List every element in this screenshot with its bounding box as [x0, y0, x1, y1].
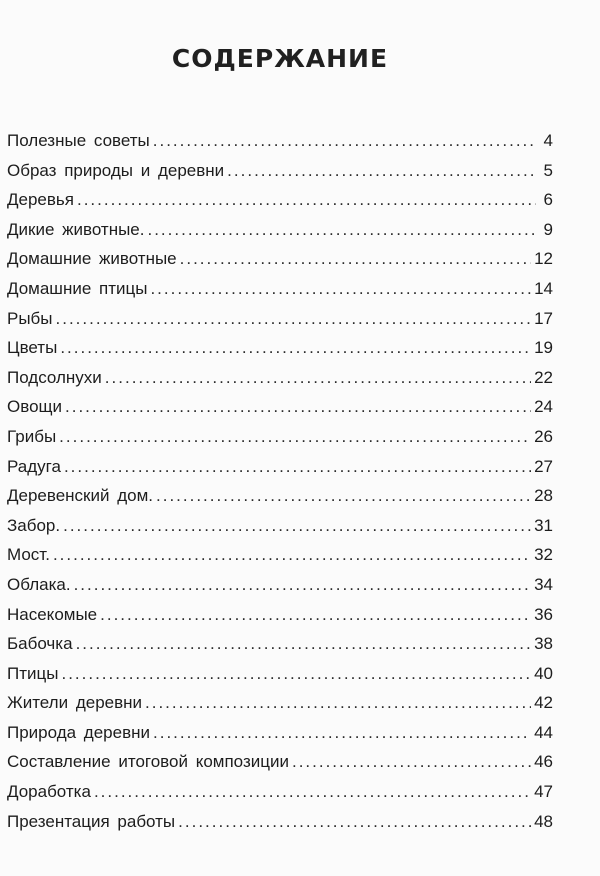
toc-entry-label: Деревья	[7, 190, 74, 210]
toc-entry-page: 40	[534, 663, 553, 683]
dot-leader	[156, 481, 531, 511]
toc-entry	[7, 126, 553, 156]
toc-entry	[7, 747, 553, 777]
toc-entry-label: Деревенский дом.	[7, 486, 153, 506]
toc-entry	[7, 807, 553, 837]
toc-entry-page: 6	[543, 190, 553, 210]
toc-entry-page: 32	[534, 545, 553, 565]
dot-leader	[147, 215, 536, 245]
toc-entry-label: Насекомые	[7, 604, 98, 624]
toc-entry	[7, 600, 553, 630]
toc-entry-label: Забор.	[7, 515, 61, 535]
toc-entry-page: 28	[534, 486, 553, 506]
toc-entry-page: 34	[534, 574, 553, 594]
toc-entry	[7, 274, 553, 304]
toc-entry-page: 9	[543, 219, 553, 239]
dot-leader	[150, 274, 531, 304]
toc-entry-page: 42	[534, 693, 553, 713]
toc-entry-page: 38	[534, 634, 553, 654]
toc-entry	[7, 185, 553, 215]
toc-entry-label: Облака.	[7, 574, 71, 594]
toc-entry	[7, 718, 553, 748]
toc-entry-page: 36	[534, 604, 553, 624]
dot-leader	[74, 570, 532, 600]
dot-leader	[153, 126, 536, 156]
dot-leader	[56, 304, 532, 334]
toc-entry	[7, 629, 553, 659]
toc-entry-page: 44	[534, 722, 553, 742]
toc-entry-page: 48	[534, 811, 553, 831]
toc-entry-page: 22	[534, 367, 553, 387]
toc-entry-page: 26	[534, 426, 553, 446]
toc-entry-label: Домашние животные	[7, 249, 177, 269]
toc-entry	[7, 659, 553, 689]
dot-leader	[53, 540, 531, 570]
toc-entry-label: Дикие животные.	[7, 219, 145, 239]
toc-entry	[7, 481, 553, 511]
dot-leader	[292, 747, 531, 777]
dot-leader	[64, 452, 531, 482]
toc-entry	[7, 156, 553, 186]
dot-leader	[65, 392, 531, 422]
dot-leader	[180, 244, 531, 274]
dot-leader	[94, 777, 531, 807]
dot-leader	[100, 600, 531, 630]
dot-leader	[227, 156, 536, 186]
dot-leader	[178, 807, 531, 837]
dot-leader	[63, 511, 531, 541]
toc-entry-page: 12	[534, 249, 553, 269]
toc-entry-label: Жители деревни	[7, 693, 143, 713]
toc-entry-label: Образ природы и деревни	[7, 160, 225, 180]
toc-entry	[7, 540, 553, 570]
toc-entry-page: 14	[534, 278, 553, 298]
toc-entry	[7, 215, 553, 245]
toc-entry-page: 19	[534, 338, 553, 358]
toc-entry-label: Радуга	[7, 456, 61, 476]
toc-entry	[7, 777, 553, 807]
toc-entry-label: Овощи	[7, 397, 63, 417]
toc-entry-label: Бабочка	[7, 634, 73, 654]
dot-leader	[145, 688, 531, 718]
toc-entry-label: Природа деревни	[7, 722, 151, 742]
toc-entry	[7, 244, 553, 274]
toc-entry	[7, 688, 553, 718]
toc-entry-page: 47	[534, 782, 553, 802]
toc-entry-page: 27	[534, 456, 553, 476]
toc-entry	[7, 511, 553, 541]
toc-entry-page: 31	[534, 515, 553, 535]
toc-entry	[7, 304, 553, 334]
dot-leader	[76, 629, 532, 659]
toc-entry-page: 46	[534, 752, 553, 772]
toc-entry-label: Рыбы	[7, 308, 53, 328]
toc-entry	[7, 392, 553, 422]
toc-entry-label: Доработка	[7, 782, 91, 802]
toc-entry-label: Цветы	[7, 338, 58, 358]
dot-leader	[153, 718, 531, 748]
toc-entry	[7, 363, 553, 393]
toc-entry	[7, 422, 553, 452]
toc-entry-label: Составление итоговой композиции	[7, 752, 289, 772]
toc-entry	[7, 452, 553, 482]
toc-entry	[7, 570, 553, 600]
toc-entry-page: 24	[534, 397, 553, 417]
dot-leader	[105, 363, 531, 393]
toc-entry-label: Мост.	[7, 545, 50, 565]
toc-entry-page: 17	[534, 308, 553, 328]
toc-entry-page: 4	[543, 131, 553, 150]
dot-leader	[59, 422, 531, 452]
toc-entry-label: Домашние птицы	[7, 278, 148, 298]
toc-entry-label: Грибы	[7, 426, 57, 446]
toc-entry-page: 5	[543, 160, 553, 180]
dot-leader	[77, 185, 536, 215]
dot-leader	[60, 333, 531, 363]
toc-entry-label: Полезные советы	[7, 131, 150, 150]
toc-entry	[7, 333, 553, 363]
table-of-contents	[7, 126, 553, 836]
dot-leader	[61, 659, 531, 689]
toc-entry-label: Презентация работы	[7, 811, 176, 831]
toc-entry-label: Птицы	[7, 663, 59, 683]
toc-entry-label: Подсолнухи	[7, 367, 102, 387]
page-title: СОДЕРЖАНИЕ	[171, 44, 389, 73]
